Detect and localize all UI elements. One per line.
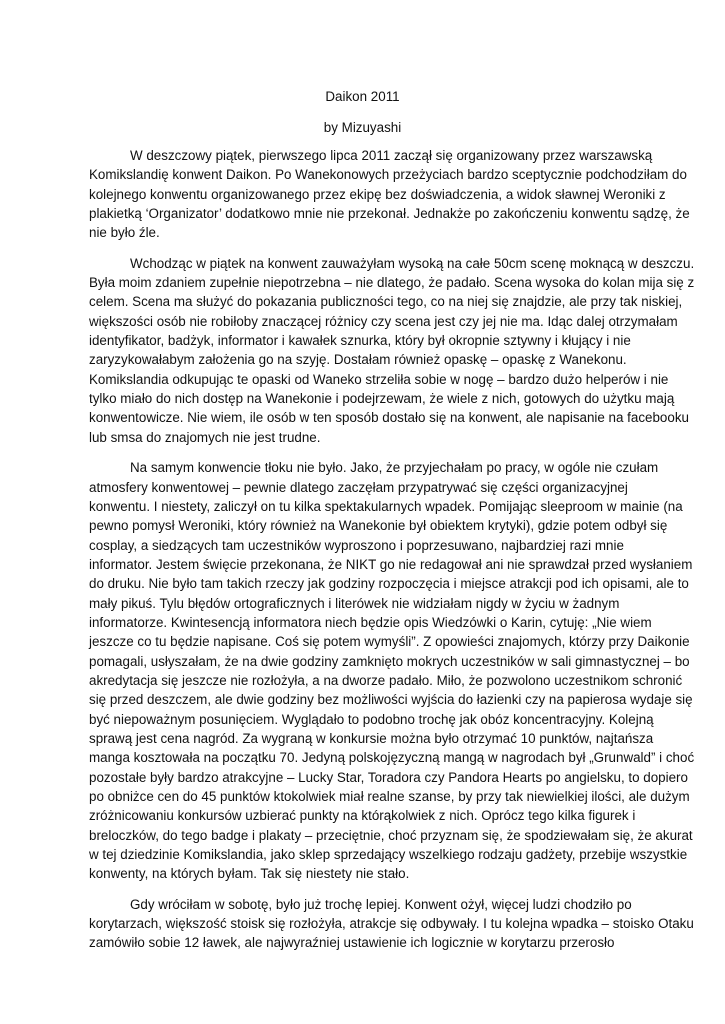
text-line: informator. Jestem święcie przekonana, że NIKT go nie redagował ani nie sprawdzał przed wysłaniem bbox=[89, 556, 693, 572]
text-line: konwentu. I niestety, zaliczył on tu kilka spektakularnych wpadek. Pomijając sleeproom w mainie (na bbox=[89, 498, 683, 514]
text-line: sprawą jest cena nagród. Za wygraną w konkursie można było otrzymać 10 punktów, najtańsza bbox=[89, 730, 654, 746]
text-line: kolejnego konwentu organizowanego przez ekipę bez doświadczenia, a widok sławnej Weroniki z bbox=[89, 186, 666, 202]
text-line: Była moim zdaniem zupełnie niepotrzebna – nie dlatego, że padało. Scena wysoka do kolan mija się z bbox=[89, 275, 695, 291]
document-title: Daikon 2011 bbox=[325, 89, 400, 104]
text-line: breloczków, do tego badge i plakaty – przeciętnie, choć przyznam się, że spodziewałam się, że akurat bbox=[89, 827, 693, 843]
text-line: pewno pomysł Weroniki, który również na Wanekonie był obiektem krytyki), gdzie potem odbył się bbox=[89, 518, 668, 534]
text-line: się przed deszczem, ale dwie godziny bez możliwości wyjścia do łazienki czy na papierosa wydaje się bbox=[89, 692, 693, 708]
text-line: manga kosztowała na początku 70. Jedyną polskojęzyczną mangą w nagrodach był „Grunwald” i choć bbox=[89, 750, 695, 766]
text-line: informatorze. Kwintesencją informatora niech będzie opis Wiedzówki o Karin, cytuję: „Nie wiem bbox=[89, 614, 652, 630]
text-line: Na samym konwencie tłoku nie było. Jako, że przyjechałam po pracy, w ogóle nie czułam bbox=[130, 460, 659, 476]
text-line: lub smsa do znajomych nie jest trudne. bbox=[89, 429, 321, 445]
text-line: korytarzach, większość stoisk się rozłożyła, atrakcje się odbywały. I tu kolejna wpadka – stoisko Otaku bbox=[89, 916, 694, 932]
text-line: w tej dziedzinie Komikslandia, jako sklep sprzedający wszelkiego rodzaju gadżety, przebije wszystkie bbox=[89, 847, 688, 863]
text-line: po obniżce cen do 45 punktów ktokolwiek miał realne szanse, by przy tak niewielkiej ilości, ale dużym bbox=[89, 789, 690, 804]
text-line: do druku. Nie było tam takich rzeczy jak godziny rozpoczęcia i miejsce atrakcji pod ich opisami, ale to bbox=[89, 576, 689, 592]
text-line: zróżnicowaniu konkursów uzbierać punkty na którąkolwiek z nich. Oprócz tego kilka figurek i bbox=[89, 808, 636, 824]
text-line: Komikslandię konwent Daikon. Po Wanekonowych przeżyciach bardzo sceptycznie podchodziłam do bbox=[89, 167, 687, 183]
text-line: zaryzykowałabym założenia go na szyję. Dostałam również opaskę – opaskę z Wanekonu. bbox=[89, 352, 627, 368]
text-line: tylko miało do nich dostęp na Wanekonie i podejrzewam, że wiele z nich, gotowych do użytku mają bbox=[89, 391, 675, 407]
text-line: identyfikator, badżyk, informator i kawałek sznurka, który był okropnie sztywny i kłujący i nie bbox=[89, 333, 631, 349]
text-line: większości osób nie robiłoby znaczącej różnicy czy scena jest czy jej nie ma. Idąc dalej otrzymałam bbox=[89, 313, 678, 329]
text-line: nie było źle. bbox=[89, 225, 160, 241]
text-line: konwentowicze. Nie wiem, ile osób w ten sposób dostało się na konwent, ale napisanie na facebooku bbox=[89, 410, 689, 426]
paragraph bbox=[89, 895, 694, 953]
paragraph bbox=[89, 254, 695, 447]
text-line: pomagali, usłyszałam, że na dwie godziny zamknięto mokrych uczestników w sali gimnastycznej – bo bbox=[89, 653, 690, 669]
text-line: atmosfery konwentowej – pewnie dlatego zaczęłam przypatrywać się części organizacyjnej bbox=[89, 479, 628, 495]
text-line: plakietką ‘Organizator’ dodatkowo mnie nie przekonał. Jednakże po zakończeniu konwentu sądzę, że bbox=[89, 206, 690, 222]
text-line: cosplay, a siedzących tam uczestników wyproszono i poprzesuwano, najbardziej razi mnie bbox=[89, 537, 624, 553]
text-line: jeszcze co tu będzie napisane. Coś się potem wymyśli”. Z opowieści znajomych, którzy przy Daikonie bbox=[89, 634, 690, 650]
text-line: akredytacja się jeszcze nie rozłożyła, a na dworze padało. Miło, że pozwolono uczestnikom schronić bbox=[89, 672, 683, 688]
document-author: by Mizuyashi bbox=[323, 120, 402, 135]
text-line: być niepoważnym posunięciem. Wyglądało to podobno trochę jak obóz koncentracyjny. Kolejną bbox=[89, 711, 654, 727]
paragraph bbox=[89, 458, 695, 884]
text-line: zamówiło sobie 12 ławek, ale najwyraźniej ustawienie ich logicznie w korytarzu przerosło bbox=[89, 935, 615, 951]
text-line: konwenty, na których byłam. Tak się niestety nie stało. bbox=[89, 866, 410, 882]
text-line: Komikslandia odkupując te opaski od Waneko strzeliła sobie w nogę – bardzo dużo helperów i nie bbox=[89, 371, 669, 387]
paragraph bbox=[89, 146, 690, 243]
text-line: Wchodząc w piątek na konwent zauważyłam wysoką na całe 50cm scenę moknącą w deszczu. bbox=[130, 255, 695, 271]
text-line: pozostałe były bardzo atrakcyjne – Lucky Star, Toradora czy Pandora Hearts po angielsku, to dopiero bbox=[89, 769, 688, 785]
document-body bbox=[89, 146, 695, 964]
text-line: celem. Scena ma służyć do pokazania publiczności tego, co na niej się znajdzie, ale przy tak niskiej, bbox=[89, 294, 683, 310]
text-line: W deszczowy piątek, pierwszego lipca 2011 zaczął się organizowany przez warszawską bbox=[130, 148, 653, 163]
text-line: mały pikuś. Tylu błędów ortograficznych i literówek nie widziałam nigdy w życiu w żadnym bbox=[89, 595, 620, 611]
text-line: Gdy wróciłam w sobotę, było już trochę lepiej. Konwent ożył, więcej ludzi chodziło po bbox=[130, 896, 632, 912]
